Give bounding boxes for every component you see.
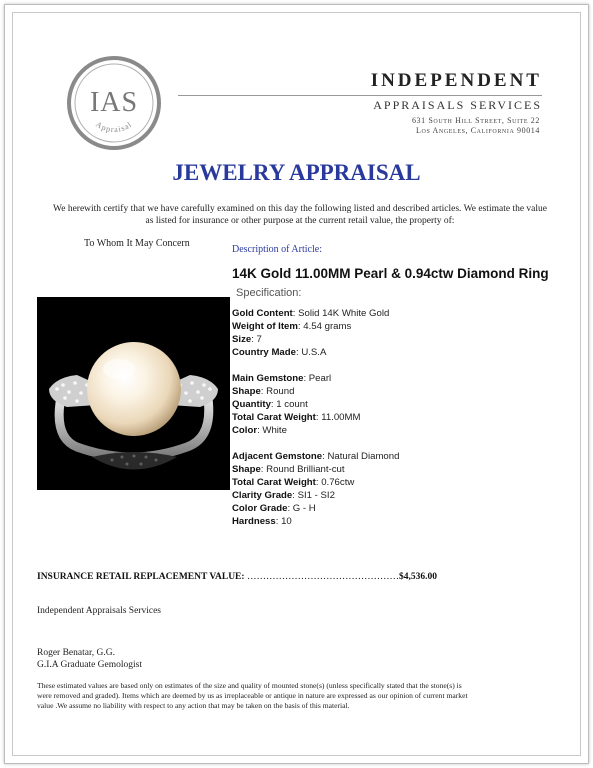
spec-row: Total Carat Weight: 0.76ctw: [232, 477, 355, 488]
address-line-1: 631 South Hill Street, Suite 22: [411, 116, 540, 125]
spec-row: Clarity Grade: SI1 - SI2: [232, 490, 335, 501]
appraiser-company: Independent Appraisals Services: [37, 606, 161, 616]
description-label: Description of Article:: [232, 244, 322, 255]
spec-row: Shape: Round: [232, 386, 295, 397]
appraiser-title: G.I.A Graduate Gemologist: [37, 660, 143, 670]
spec-row: Main Gemstone: Pearl: [232, 373, 332, 384]
spec-row: Gold Content: Solid 14K White Gold: [232, 308, 390, 319]
header-divider: [178, 95, 542, 96]
specification-label: Specification:: [236, 287, 302, 299]
logo-letters: IAS: [89, 87, 139, 118]
spec-row: Weight of Item: 4.54 grams: [232, 321, 352, 332]
spec-row: Country Made: U.S.A: [232, 347, 327, 358]
spec-row: Quantity: 1 count: [232, 399, 308, 410]
svg-text:Appraisal: [94, 120, 134, 134]
spec-row: Shape: Round Brilliant-cut: [232, 464, 345, 475]
document-title: JEWELRY APPRAISAL: [172, 160, 421, 185]
insurance-label: INSURANCE RETAIL REPLACEMENT VALUE:: [37, 572, 245, 582]
specifications-list: [232, 307, 399, 528]
certification-text: We herewith certify that we have carefully examined on this day the following listed and described articles. We estimate the value as listed for insurance or other purpose at the current retail value, the property of:: [53, 204, 547, 226]
property-owner: To Whom It May Concern: [84, 238, 190, 249]
spec-row: Adjacent Gemstone: Natural Diamond: [232, 451, 400, 462]
spec-row: Size: 7: [232, 334, 262, 345]
spec-row: Hardness: 10: [232, 516, 292, 527]
company-name: INDEPENDENT: [370, 70, 542, 91]
item-title: 14K Gold 11.00MM Pearl & 0.94ctw Diamond Ring: [232, 266, 549, 281]
spec-row: Color: White: [232, 425, 287, 436]
company-header: [332, 70, 542, 92]
insurance-leader-dots: …………………………………………: [246, 572, 399, 582]
ring-photo: [37, 297, 230, 490]
address-line-2: Los Angeles, California 90014: [416, 126, 540, 135]
logo-arc-text: Appraisal: [94, 119, 134, 135]
ias-logo: [66, 55, 162, 151]
spec-row: Total Carat Weight: 11.00MM: [232, 412, 361, 423]
appraiser-name: Roger Benatar, G.G.: [37, 648, 115, 658]
insurance-value-line: [37, 572, 437, 582]
spec-row: Color Grade: G - H: [232, 503, 316, 514]
disclaimer-text: These estimated values are based only on estimates of the size and quality of mounted stone(s) (unless specifically stated that the stone(s) is were removed and graded). Items which are deemed by us as irreplaceable or antique in nature are expressed as our opinion of current market value .We assume no liability with respect to any action that may be taken on the basis of this material.: [37, 681, 468, 710]
insurance-value: $4,536.00: [398, 572, 437, 582]
company-address: [332, 116, 540, 136]
company-subtitle: APPRAISALS SERVICES: [373, 98, 542, 112]
